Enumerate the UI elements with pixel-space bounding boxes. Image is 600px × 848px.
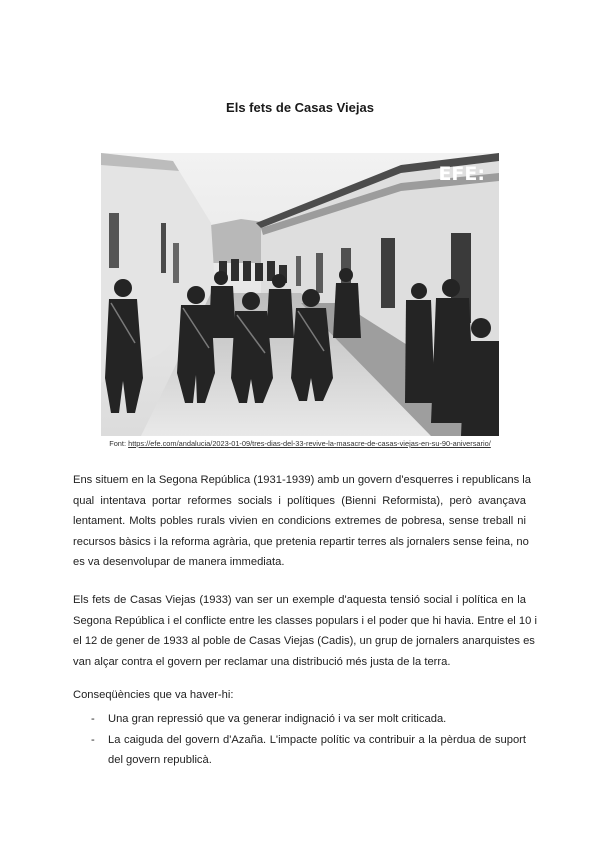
paragraph-line: lentament. Molts pobles rurals vivien en condicions extremes de pobresa, sense treball ni: [73, 515, 526, 528]
consequences-intro: Conseqüències que va haver-hi:: [73, 689, 234, 701]
paragraph-line: Els fets de Casas Viejas (1933) van ser un exemple d'aquesta tensió social i política en la: [73, 594, 526, 606]
caption-prefix: Font:: [109, 439, 129, 448]
list-item: [73, 730, 526, 771]
list-item: [73, 709, 526, 730]
consequences-list: [73, 709, 526, 771]
paragraph-line: qual intentava portar reformes socials i polítiques (Bienni Reformista), però avançava: [73, 494, 526, 507]
list-bullet: -: [91, 713, 95, 725]
list-item-line: La caiguda del govern d'Azaña. L'impacte polític va contribuir a la pèrdua de suport: [108, 733, 526, 746]
historical-photo: [101, 153, 499, 436]
paragraph-line: el 12 de gener de 1933 al poble de Casas Viejas (Cadis), un grup de jornalers anarquistes es: [73, 635, 535, 648]
paragraph-context: [73, 470, 531, 573]
street-scene-illustration: [101, 153, 499, 436]
list-item-line: Una gran repressió que va generar indignació i va ser molt criticada.: [108, 713, 447, 725]
list-item-line: del govern republicà.: [108, 754, 212, 767]
list-bullet: -: [91, 733, 95, 746]
document-title: Els fets de Casas Viejas: [226, 100, 374, 115]
efe-watermark-logo: EFE:: [438, 163, 485, 185]
paragraph-line: es va desenvolupar de manera immediata.: [73, 556, 285, 569]
paragraph-line: recursos bàsics i la reforma agrària, que pretenia repartir terres als jornalers sense feina, no: [73, 535, 529, 548]
paragraph-events: [73, 590, 537, 672]
paragraph-line: van alçar contra el govern per reclamar una distribució més justa de la terra.: [73, 655, 451, 668]
paragraph-line: Segona República i el conflicte entre les classes populars i el poder que hi havia. Entre el 10 i: [73, 614, 537, 627]
caption-source-link[interactable]: https://efe.com/andalucia/2023-01-09/tres-dias-del-33-revive-la-masacre-de-casas-viejas-en-su-90-aniversario/: [128, 439, 491, 448]
paragraph-line: Ens situem en la Segona República (1931-1939) amb un govern d'esquerres i republicans la: [73, 474, 531, 486]
image-caption: [0, 439, 600, 448]
